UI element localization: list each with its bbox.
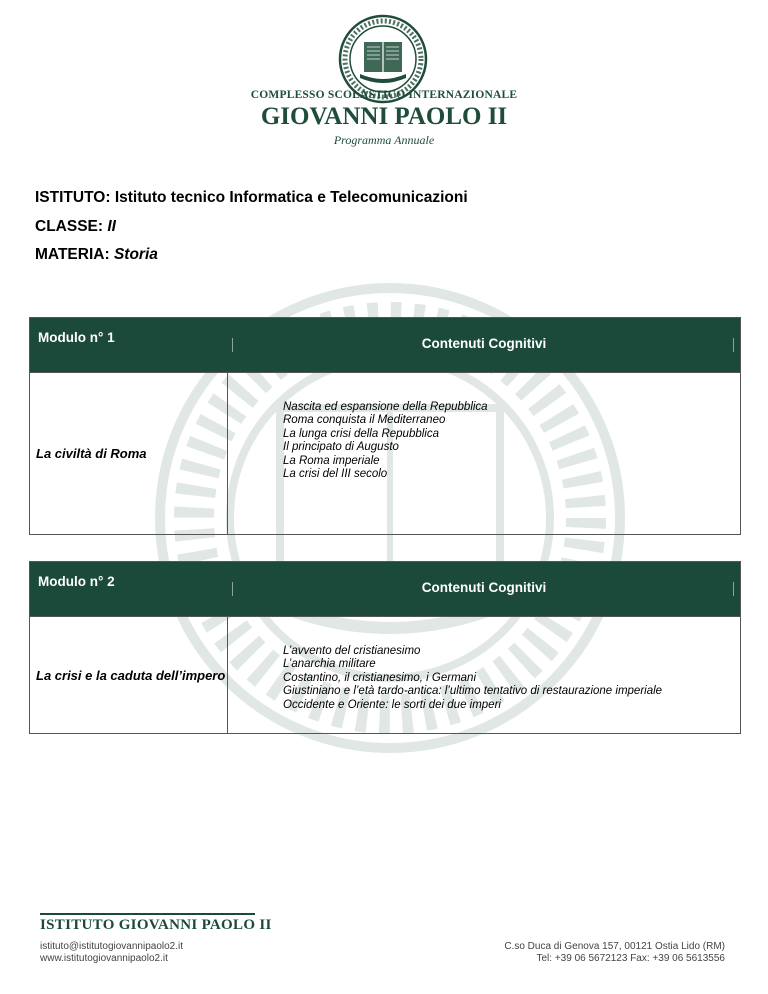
school-supertitle: COMPLESSO SCOLASTICO INTERNAZIONALE xyxy=(250,89,518,101)
module-1-table xyxy=(29,317,741,535)
module-2-contents xyxy=(228,617,740,733)
content-item: Giustiniano e l’età tardo-antica: l’ultimo tentativo di restaurazione imperiale xyxy=(283,685,663,698)
module-1-number: Modulo n° 1 xyxy=(38,330,115,345)
footer-email-link[interactable]: istituto@istitutogiovannipaolo2.it xyxy=(40,941,184,952)
module-2-title: La crisi e la caduta dell’impero xyxy=(30,617,228,733)
module-2-contents-heading: Contenuti Cognitivi xyxy=(228,562,740,616)
footer-website-link[interactable]: www.istitutogiovannipaolo2.it xyxy=(40,953,168,964)
footer-rule xyxy=(40,913,255,915)
content-item: Costantino, il cristianesimo, i Germani xyxy=(283,671,477,684)
module-1-body xyxy=(30,372,740,534)
module-1-contents xyxy=(228,373,740,534)
classe-value: II xyxy=(107,218,116,235)
materia-label: MATERIA: xyxy=(35,246,110,263)
content-item: Nascita ed espansione della Repubblica xyxy=(283,401,488,413)
content-item: Occidente e Oriente: le sorti dei due imperi xyxy=(283,698,501,711)
footer-address: C.so Duca di Genova 157, 00121 Ostia Lido (RM) xyxy=(504,941,725,952)
materia-value: Storia xyxy=(113,246,158,263)
module-2-number: Modulo n° 2 xyxy=(38,574,115,589)
module-2-table xyxy=(29,561,741,734)
content-item: La crisi del III secolo xyxy=(283,468,388,481)
content-item: L’anarchia militare xyxy=(283,658,376,671)
module-1-header xyxy=(30,318,740,372)
module-1-title: La civiltà di Roma xyxy=(30,373,228,534)
document-subtitle: Programma Annuale xyxy=(333,133,435,147)
footer-school-name: ISTITUTO GIOVANNI PAOLO II xyxy=(40,917,272,933)
classe-line xyxy=(35,218,116,236)
module-2-header xyxy=(30,562,740,616)
istituto-line xyxy=(35,189,468,207)
module-1-contents-heading: Contenuti Cognitivi xyxy=(228,318,740,372)
istituto-value: Istituto tecnico Informatica e Telecomunicazioni xyxy=(114,189,468,206)
materia-line xyxy=(35,246,158,264)
content-item: L’avvento del cristianesimo xyxy=(283,645,421,657)
module-2-body xyxy=(30,616,740,733)
footer-phone: Tel: +39 06 5672123 Fax: +39 06 5613556 xyxy=(536,953,725,964)
content-item: La Roma imperiale xyxy=(283,454,380,467)
istituto-label: ISTITUTO: xyxy=(35,189,111,206)
content-item: Roma conquista il Mediterraneo xyxy=(283,414,446,427)
content-item: Il principato di Augusto xyxy=(283,441,399,454)
content-item: La lunga crisi della Repubblica xyxy=(283,427,439,440)
school-name: GIOVANNI PAOLO II xyxy=(260,103,508,130)
classe-label: CLASSE: xyxy=(35,218,104,235)
